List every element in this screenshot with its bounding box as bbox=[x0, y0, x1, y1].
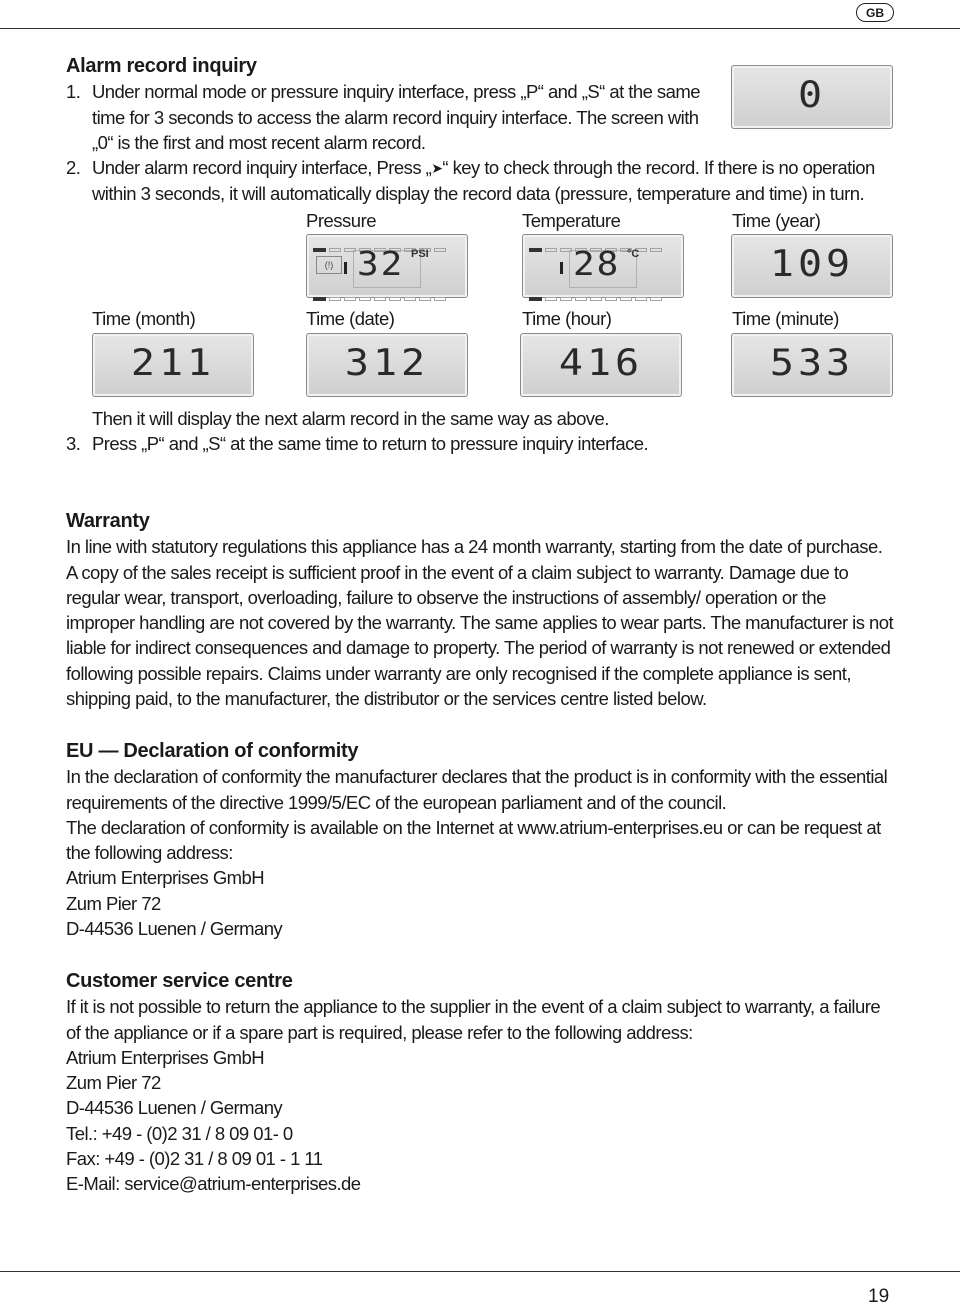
eu-address-line: Atrium Enterprises GmbH bbox=[66, 867, 265, 889]
tyre-warning-icon: (!) bbox=[316, 256, 342, 274]
footer-rule bbox=[0, 1271, 960, 1272]
service-address-line: D-44536 Luenen / Germany bbox=[66, 1097, 283, 1119]
service-title: Customer service centre bbox=[66, 970, 293, 992]
sensor-icon bbox=[548, 256, 558, 274]
eu-section bbox=[66, 739, 896, 941]
alarm-title: Alarm record inquiry bbox=[66, 55, 257, 77]
service-section bbox=[66, 969, 896, 1197]
lcd-minute: 533 bbox=[731, 333, 893, 397]
service-address-line: Atrium Enterprises GmbH bbox=[66, 1046, 265, 1068]
service-address-line: Zum Pier 72 bbox=[66, 1072, 161, 1094]
eu-address-line: Zum Pier 72 bbox=[66, 892, 161, 914]
alarm-item-1: 1. Under normal mode or pressure inquiry interface, press „P“ and „S“ at the same time for 3 seconds to access the alarm record inquiry interface. The screen with „0“ is the first and most recent alarm record. bbox=[66, 81, 700, 153]
alarm-item-2: 2. Under alarm record inquiry interface, Press „➤“ key to check through the record. If there is no operation within 3 seconds, it will automatically display the record data (pressure, temperature and time) in turn. bbox=[66, 157, 875, 205]
eu-title: EU — Declaration of conformity bbox=[66, 740, 359, 762]
eu-paragraph-1: In the declaration of conformity the manufacturer declares that the product is in conformity with the essential requirements of the directive 1999/5/EC of the european parliament and of the council. bbox=[66, 766, 888, 813]
lcd-month: 211 bbox=[92, 333, 254, 397]
service-email: E-Mail: service@atrium-enterprises.de bbox=[66, 1173, 361, 1195]
caption-temperature: Temperature bbox=[522, 210, 621, 231]
service-phone: Tel.: +49 - (0)2 31 / 8 09 01- 0 bbox=[66, 1122, 293, 1144]
service-fax: Fax: +49 - (0)2 31 / 8 09 01 - 1 11 bbox=[66, 1148, 323, 1170]
alarm-closing bbox=[66, 406, 896, 457]
eu-address-line: D-44536 Luenen / Germany bbox=[66, 918, 283, 940]
caption-month: Time (month) bbox=[92, 308, 196, 329]
then-text: Then it will display the next alarm record in the same way as above. bbox=[92, 408, 609, 429]
caption-minute: Time (minute) bbox=[732, 308, 839, 329]
warranty-body: In line with statutory regulations this appliance has a 24 month warranty, starting from the date of purchase. A copy of the sales receipt is sufficient proof in the event of a claim subject to warranty. Damage due to regular wear, transport, overloading, failure to observe the instructions of assembly/ operation or the improper handling are not covered by the warranty. The same applies to wear parts. The manufacturer is not liable for indirect consequences and damage to property. The period of warranty is not renewed or extended following possible repairs. Claims under warranty are only recognised if the complete appliance is sent, shipping paid, to the manufacturer, the distributor or the services centre listed below. bbox=[66, 536, 894, 710]
service-paragraph: If it is not possible to return the appliance to the supplier in the event of a claim subject to warranty, a failure of the appliance or if a spare part is required, please refer to the following address: bbox=[66, 996, 881, 1043]
right-arrow-icon: ➤ bbox=[431, 160, 443, 177]
caption-pressure: Pressure bbox=[306, 210, 377, 231]
warranty-section bbox=[66, 509, 896, 711]
lcd-record-0: 0 bbox=[731, 65, 893, 129]
eu-paragraph-2: The declaration of conformity is available on the Internet at www.atrium-enterprises.eu or can be request at the following address: bbox=[66, 816, 881, 864]
caption-hour: Time (hour) bbox=[522, 308, 612, 329]
lcd-hour: 416 bbox=[520, 333, 682, 397]
lcd-temperature: 28 °C bbox=[522, 234, 684, 298]
header-rule bbox=[0, 28, 960, 29]
lcd-pressure: (!) 32 PSI bbox=[306, 234, 468, 298]
caption-year: Time (year) bbox=[732, 210, 821, 231]
alarm-item-3: 3. Press „P“ and „S“ at the same time to return to pressure inquiry interface. bbox=[66, 433, 649, 455]
language-badge: GB bbox=[856, 3, 894, 22]
page-number: 19 bbox=[868, 1286, 890, 1307]
caption-date: Time (date) bbox=[306, 308, 395, 329]
lcd-date: 312 bbox=[306, 333, 468, 397]
lcd-year: 109 bbox=[731, 234, 893, 298]
warranty-title: Warranty bbox=[66, 510, 150, 532]
